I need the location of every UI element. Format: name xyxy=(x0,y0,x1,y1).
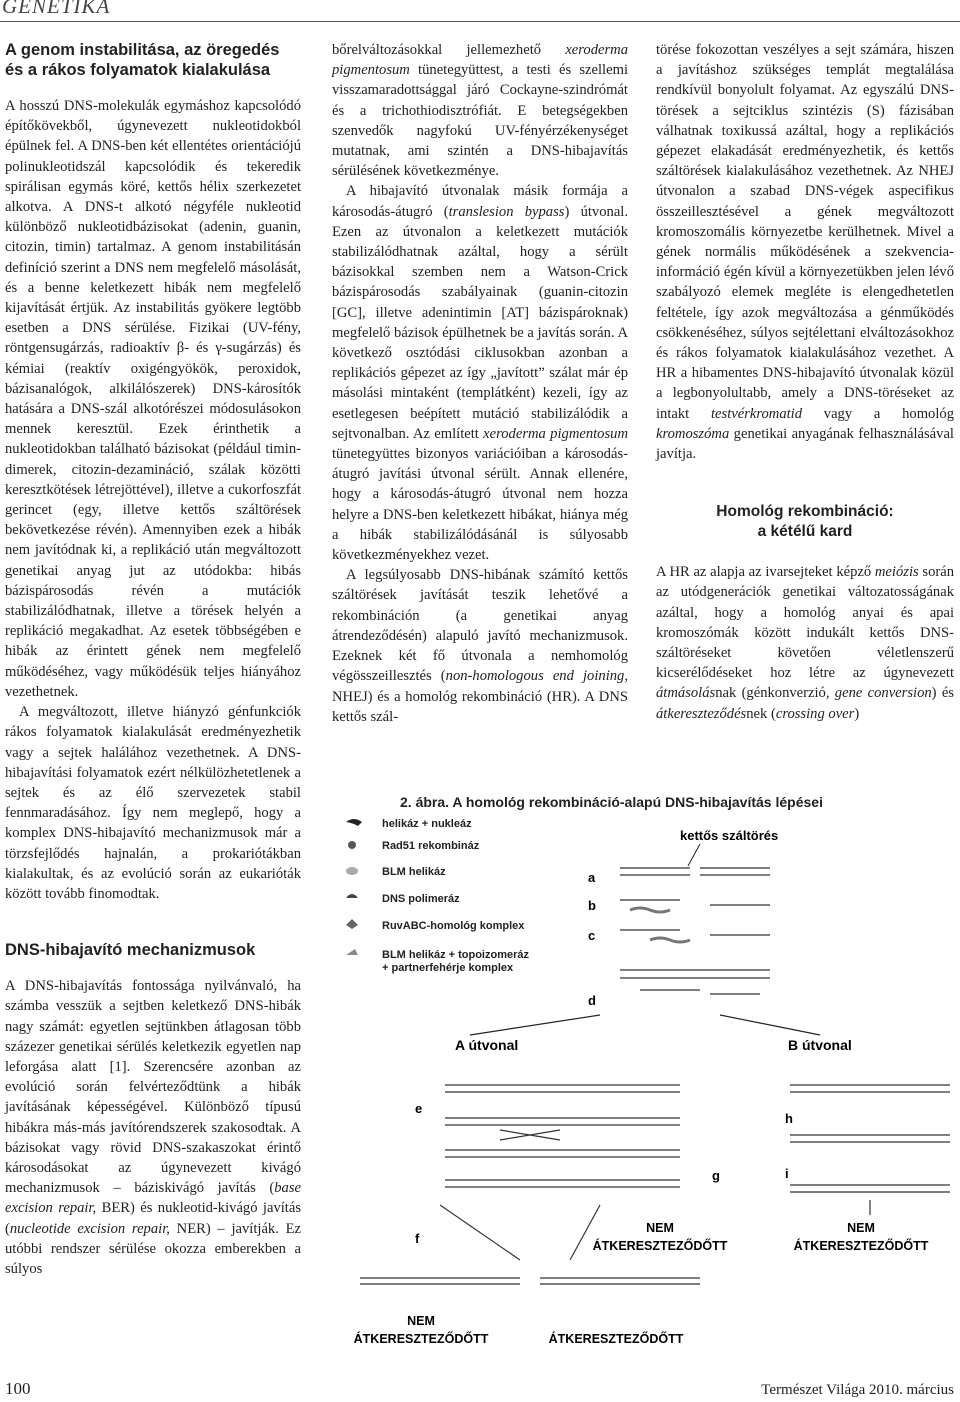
ruvabc-icon xyxy=(346,919,358,929)
svg-text:ÁTKERESZTEZŐDŐTT: ÁTKERESZTEZŐDŐTT xyxy=(548,1332,684,1346)
legend-item: DNS polimeráz xyxy=(382,893,460,905)
paragraph: bőrelváltozásokkal jellemezhető xeroderma pigmentosum tünetegyüttest, a testi és szellemi visszamaradottsággal járó Cockayne-szindrómát és a trichothiodisztrófiát. E betegségekben szenvedők nagyfokú UV-fényérzékenységet mutatnak, ami szintén a DNS-hibajavítás sérülésének következménye. xyxy=(332,42,628,180)
step-labels-top xyxy=(588,870,596,1008)
svg-text:b: b xyxy=(588,898,596,913)
polymerase-icon xyxy=(346,894,358,898)
legend-item: BLM helikáz + topoizomeráz xyxy=(382,949,529,961)
paragraph: A DNS-hibajavítás fontossága nyilvánvaló, ha számba vesszük a sejtben keletkező DNS-hibák nagy számát: egyetlen sejtünkben átlagosan több százezer genetikai sérülés keletkezik egyetlen nap leforgása alatt [1]. Szerencsére azonban az evolúció során felvérteződtünk a hibák javításának képességével. Különböző típusú hibákra más-más javítórendszerek szakosodtak. A bázisokat vagy rövid DNS-szakaszokat érintő károsodásokat az úgynevezett kivágó mechanizmusok – báziskivágó javítás (base excision repair, BER) és nukleotid-kivágó javítás (nucleotide excision repair, NER) – javítják. Ez utóbbi rendszer sérülése okozza emberekben a súlyos xyxy=(5,978,302,1277)
svg-text:NEM: NEM xyxy=(407,1314,435,1328)
paragraph: A HR az alapja az ivarsejteket képző meiózis során az utódgenerációk genetikai változatosságának azáltal, hogy a homológ anyai és apai kromoszómák között indukált kettős DNS-száltöréseket követően véletlenszerű kicserélődéseket hoz létre az úgynevezett átmásolásnak (génkonverzió, gene conversion) és átkereszteződésnek (crossing over) xyxy=(656,564,954,722)
subhead-hr: Homológ rekombináció: a kétélű kard xyxy=(716,503,894,541)
blm-topo-icon xyxy=(346,949,358,955)
paragraph: A megváltozott, illetve hiányzó génfunkciók rákos folyamatok kialakulását eredményezhetik vagy a sejtek halálához vezethetnek. A DNS-hibajavítási folyamatok ezért nélkülözhetetlenek a sejtek és az élő szervezetek stabil fennmaradásához. Így nem meglepő, hogy a komplex DNS-hibajavító mechanizmusok már a törzsfejlődés hajnalán, a prokariótákban kialakultak, és az evolúció során az eukarióták között tovább finomodtak. xyxy=(5,704,301,902)
svg-text:c: c xyxy=(588,928,596,943)
column-1 xyxy=(5,40,301,1279)
dsb-label: kettős száltörés xyxy=(680,828,779,843)
page-number: 100 xyxy=(5,1379,31,1398)
journal-footer: Természet Világa 2010. március xyxy=(761,1382,954,1398)
svg-text:a: a xyxy=(588,870,596,885)
helicase-nuclease-icon xyxy=(346,819,362,826)
hr-diagram xyxy=(335,795,955,1355)
svg-text:NEM: NEM xyxy=(646,1221,674,1235)
column-2 xyxy=(332,40,628,727)
paragraph: törése fokozottan veszélyes a sejt számára, hiszen a javításhoz szükséges templát megtalálása rendkívül bonyolult folyamat. Az egyszálú DNS-törések a sejtciklus szintézis (S) fázisában válhatnak toxikussá azáltal, hogy a replikációs gépezet elakadását eredményezhetik, és kettős száltörések kialakulásához vezethetnek. Az NHEJ útvonalon a szabad DNS-végek aspecifikus összeillesztésével a gének megváltozott kromoszomális környezetbe kerülhetnek. Mivel a gének normális működésének a szekvencia-információ égén kívül a környezetükben jelen lévő szabályozó elemek megléte is elengedhetetlen feltétele, így azok megváltozása a génműködés csökkenéséhez, súlyos sejtélettani elváltozásokhoz és rákos folyamatok kialakulásához vezethet. A HR a hibamentes DNS-hibajavító útvonalak közül a legbonyolultabb, amely a DNS-töréseket az intakt testvérkromatid vagy a homológ kromoszóma genetikai anyagának felhasználásával javítja. xyxy=(656,42,954,463)
top-strands xyxy=(620,868,770,994)
svg-text:i: i xyxy=(785,1166,789,1181)
subhead-repair: DNS-hibajavító mechanizmusok xyxy=(5,941,256,960)
svg-text:e: e xyxy=(415,1101,423,1116)
legend xyxy=(346,818,529,974)
svg-text:d: d xyxy=(588,993,596,1008)
path-a-label: A útvonal xyxy=(455,1037,519,1053)
article-title: A genom instabilitása, az öregedés és a rákos folyamatok kialakulása xyxy=(5,41,280,79)
paragraph: A hosszú DNS-molekulák egymáshoz kapcsolódó építőkövekből, úgynevezett nukleotidokból épülnek fel. A DNS-ben két ellentétes orientációjú polinukleotidszál kapcsolódik és tekeredik spirálisan egymás köré, kettős hélix szerkezetet alkotva. A DNS-t alkotó négyféle nukleotid különböző nukleotidbázisokat (adenin, guanin, citozin, timin) tartalmaz. A genom instabilitásán definíció szerint a DNS nem megfelelő másolását, és a benne keletkezett hibák nem megfelelő kijavítását értjük. Az instabilitás gyökere legtöbb esetben a DNS sérülése. Fizikai (UV-fény, röntgensugárzás, radioaktív β- és γ-sugárzás) és kémiai (reaktív oxigéngyökök, peroxidok, bázisanalógok, alkilálószerek) DNS-károsítók hatására a DNS-szál alkotórészei módosulásokon mennek keresztül. Ezek érinthetik a nukleotidokban található bázisokat (például timin-dimerek, citozin-dezamináció, szálak közötti keresztkötések létrejöttével), illetve a cukorfoszfát gerincet (egy, illetve kettős száltörések bekövetkezése révén). Amennyiben ezek a hibák nem javítódnak ki, a replikáció után megváltozott genetikai anyag jut az utódokba: hibás bázispárosodás révén a mutációk stabilizálódhatnak, illetve a törések helyén a replikáció megakadhat. Az esetek többségében e hibák az érintett gének nem megfelelő működéséhez, vagy működésük teljes hiányához vezethetnek. xyxy=(5,98,301,700)
paragraph: A hibajavító útvonalak másik formája a károsodás-átugró (translesion bypass) útvonal. Ezen az útvonalon a keletkezett mutációk stabilizálódhatnak azáltal, hogy a sérült bázisokkal szemben nem a Watson-Crick bázispárosodás szabályainak (guanin-citozin [GC], illetve adenintimin [AT] bázispároknak) megfelelő bázisok épülhetnek be a javítás során. A következő osztódási ciklusokban azonban a replikációs gépezet az így „javított” szálat már ép másolási mintaként (templátként) kezeli, így az esetlegesen beépített mutáció stabilizálódik a sejtvonalban. Az említett xeroderma pigmentosum tünetegyüttes bizonyos variációiban a károsodás-átugró javítási útvonal sérült. Annak ellenére, hogy a károsodás-átugró útvonal nem hozza helyre a DNS-ben keletkezett hibákat, hiánya még a hibák stabilizálódásánál is súlyosabb következményekhez vezet. xyxy=(332,183,628,564)
path-b-strands xyxy=(790,1085,950,1215)
step-labels-bottom xyxy=(415,1101,793,1246)
svg-text:ÁTKERESZTEZŐDŐTT: ÁTKERESZTEZŐDŐTT xyxy=(592,1239,728,1253)
svg-text:g: g xyxy=(712,1168,720,1183)
path-b-label: B útvonal xyxy=(788,1037,852,1053)
legend-item: + partnerfehérje komplex xyxy=(382,962,514,974)
svg-text:NEM: NEM xyxy=(847,1221,875,1235)
column-3 xyxy=(656,40,954,724)
top-rule xyxy=(0,21,960,22)
legend-item: RuvABC-homológ komplex xyxy=(382,920,525,932)
figure-caption: 2. ábra. A homológ rekombináció-alapú DNS-hibajavítás lépései xyxy=(400,794,823,810)
blm-icon xyxy=(346,867,358,875)
svg-text:ÁTKERESZTEZŐDŐTT: ÁTKERESZTEZŐDŐTT xyxy=(353,1332,489,1346)
rad51-icon xyxy=(348,841,356,849)
legend-item: Rad51 rekombináz xyxy=(382,840,480,852)
legend-item: BLM helikáz xyxy=(382,866,446,878)
section-label: GENETIKA xyxy=(2,0,111,18)
paragraph: A legsúlyosabb DNS-hibának számító kettős száltörések javítását teszik lehetővé a rekombináción (a genetikai anyag átrendeződésén) alapuló javító mechanizmusok. Ezeknek két fő útvonala a nemhomológ végösszeillesztés (non-homologous end joining, NHEJ) és a homológ rekombináció (HR). A DNS kettős szál- xyxy=(332,567,628,725)
svg-text:f: f xyxy=(415,1231,420,1246)
svg-text:h: h xyxy=(785,1111,793,1126)
path-a-strands xyxy=(360,1085,700,1284)
svg-text:ÁTKERESZTEZŐDŐTT: ÁTKERESZTEZŐDŐTT xyxy=(793,1239,929,1253)
legend-item: helikáz + nukleáz xyxy=(382,818,472,830)
